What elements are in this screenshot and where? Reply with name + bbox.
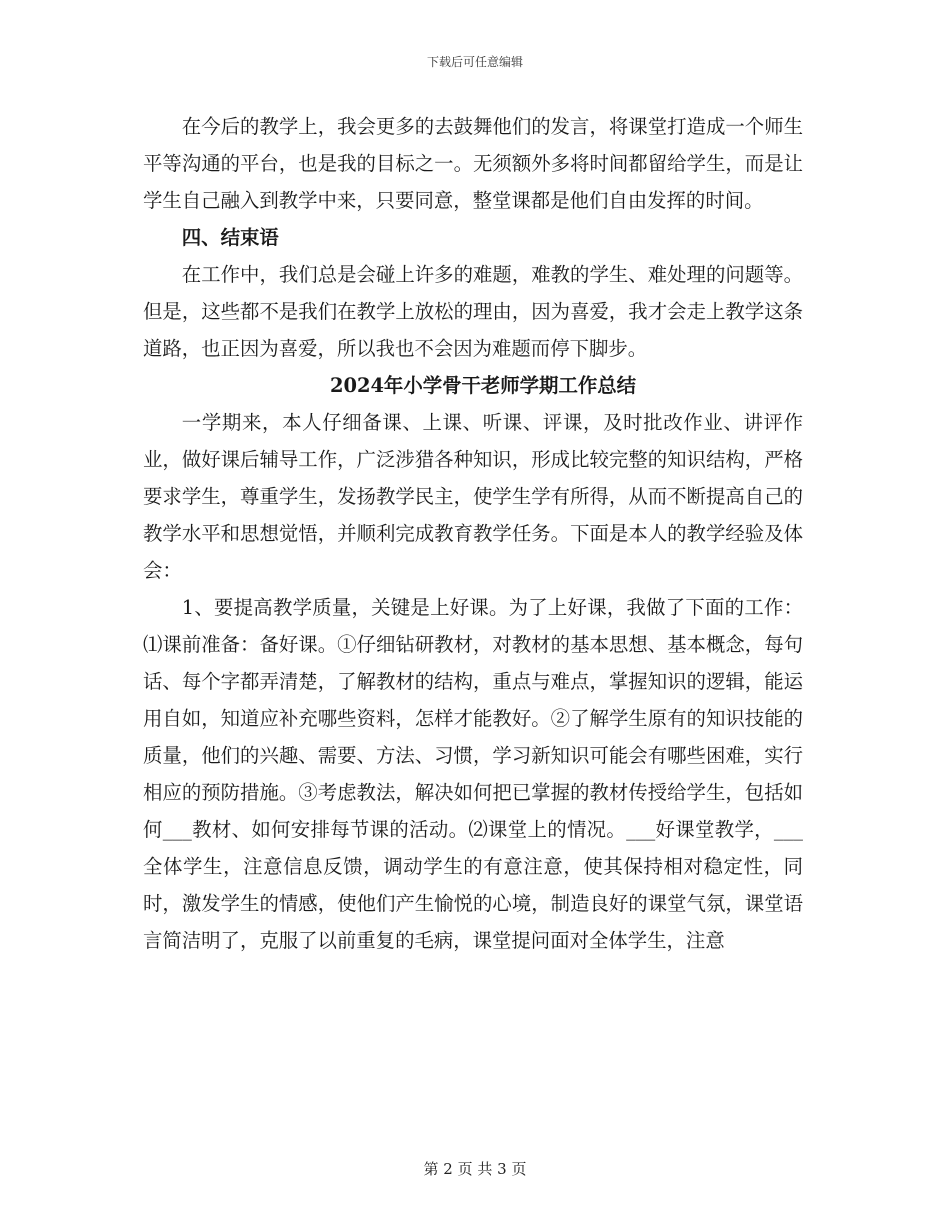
paragraph-intro: 一学期来，本人仔细备课、上课、听课、评课，及时批改作业、讲评作业，做好课后辅导工作，广泛涉猎各种知识，形成比较完整的知识结构，严格要求学生，尊重学生，发扬教学民主，使学生学有所得，从而不断提高自己的教学水平和思想觉悟，并顺利完成教育教学任务。下面是本人的教学经验及体会： <box>143 411 803 582</box>
section-heading-conclusion: 四、结束语 <box>181 226 279 249</box>
document-title: 2024年小学骨干老师学期工作总结 <box>329 374 637 397</box>
page-number: 第 2 页 共 3 页 <box>423 1160 527 1178</box>
paragraph-conclusion: 在工作中，我们总是会碰上许多的难题，难教的学生、难处理的问题等。但是，这些都不是我们在教学上放松的理由，因为喜爱，我才会走上教学这条道路，也正因为喜爱，所以我也不会因为难题而停下脚步。 <box>143 263 803 360</box>
paragraph-teaching-goal: 在今后的教学上，我会更多的去鼓舞他们的发言，将课堂打造成一个师生平等沟通的平台，也是我的目标之一。无须额外多将时间都留给学生，而是让学生自己融入到教学中来，只要同意，整堂课都是他们自由发挥的时间。 <box>143 115 803 212</box>
document-body <box>143 108 803 959</box>
paragraph-lesson-quality: 1、要提高教学质量，关键是上好课。为了上好课，我做了下面的工作：⑴课前准备：备好课。①仔细钻研教材，对教材的基本思想、基本概念，每句话、每个字都弄清楚，了解教材的结构，重点与难点，掌握知识的逻辑，能运用自如，知道应补充哪些资料，怎样才能教好。②了解学生原有的知识技能的质量，他们的兴趣、需要、方法、习惯，学习新知识可能会有哪些困难，实行相应的预防措施。③考虑教法，解决如何把已掌握的教材传授给学生，包括如何___教材、如何安排每节课的活动。⑵课堂上的情况。___好课堂教学，___全体学生，注意信息反馈，调动学生的有意注意，使其保持相对稳定性，同时，激发学生的情感，使他们产生愉悦的心境，制造良好的课堂气氛，课堂语言简洁明了，克服了以前重复的毛病，课堂提问面对全体学生，注意 <box>143 596 803 952</box>
page-header-note: 下载后可任意编辑 <box>426 55 523 69</box>
